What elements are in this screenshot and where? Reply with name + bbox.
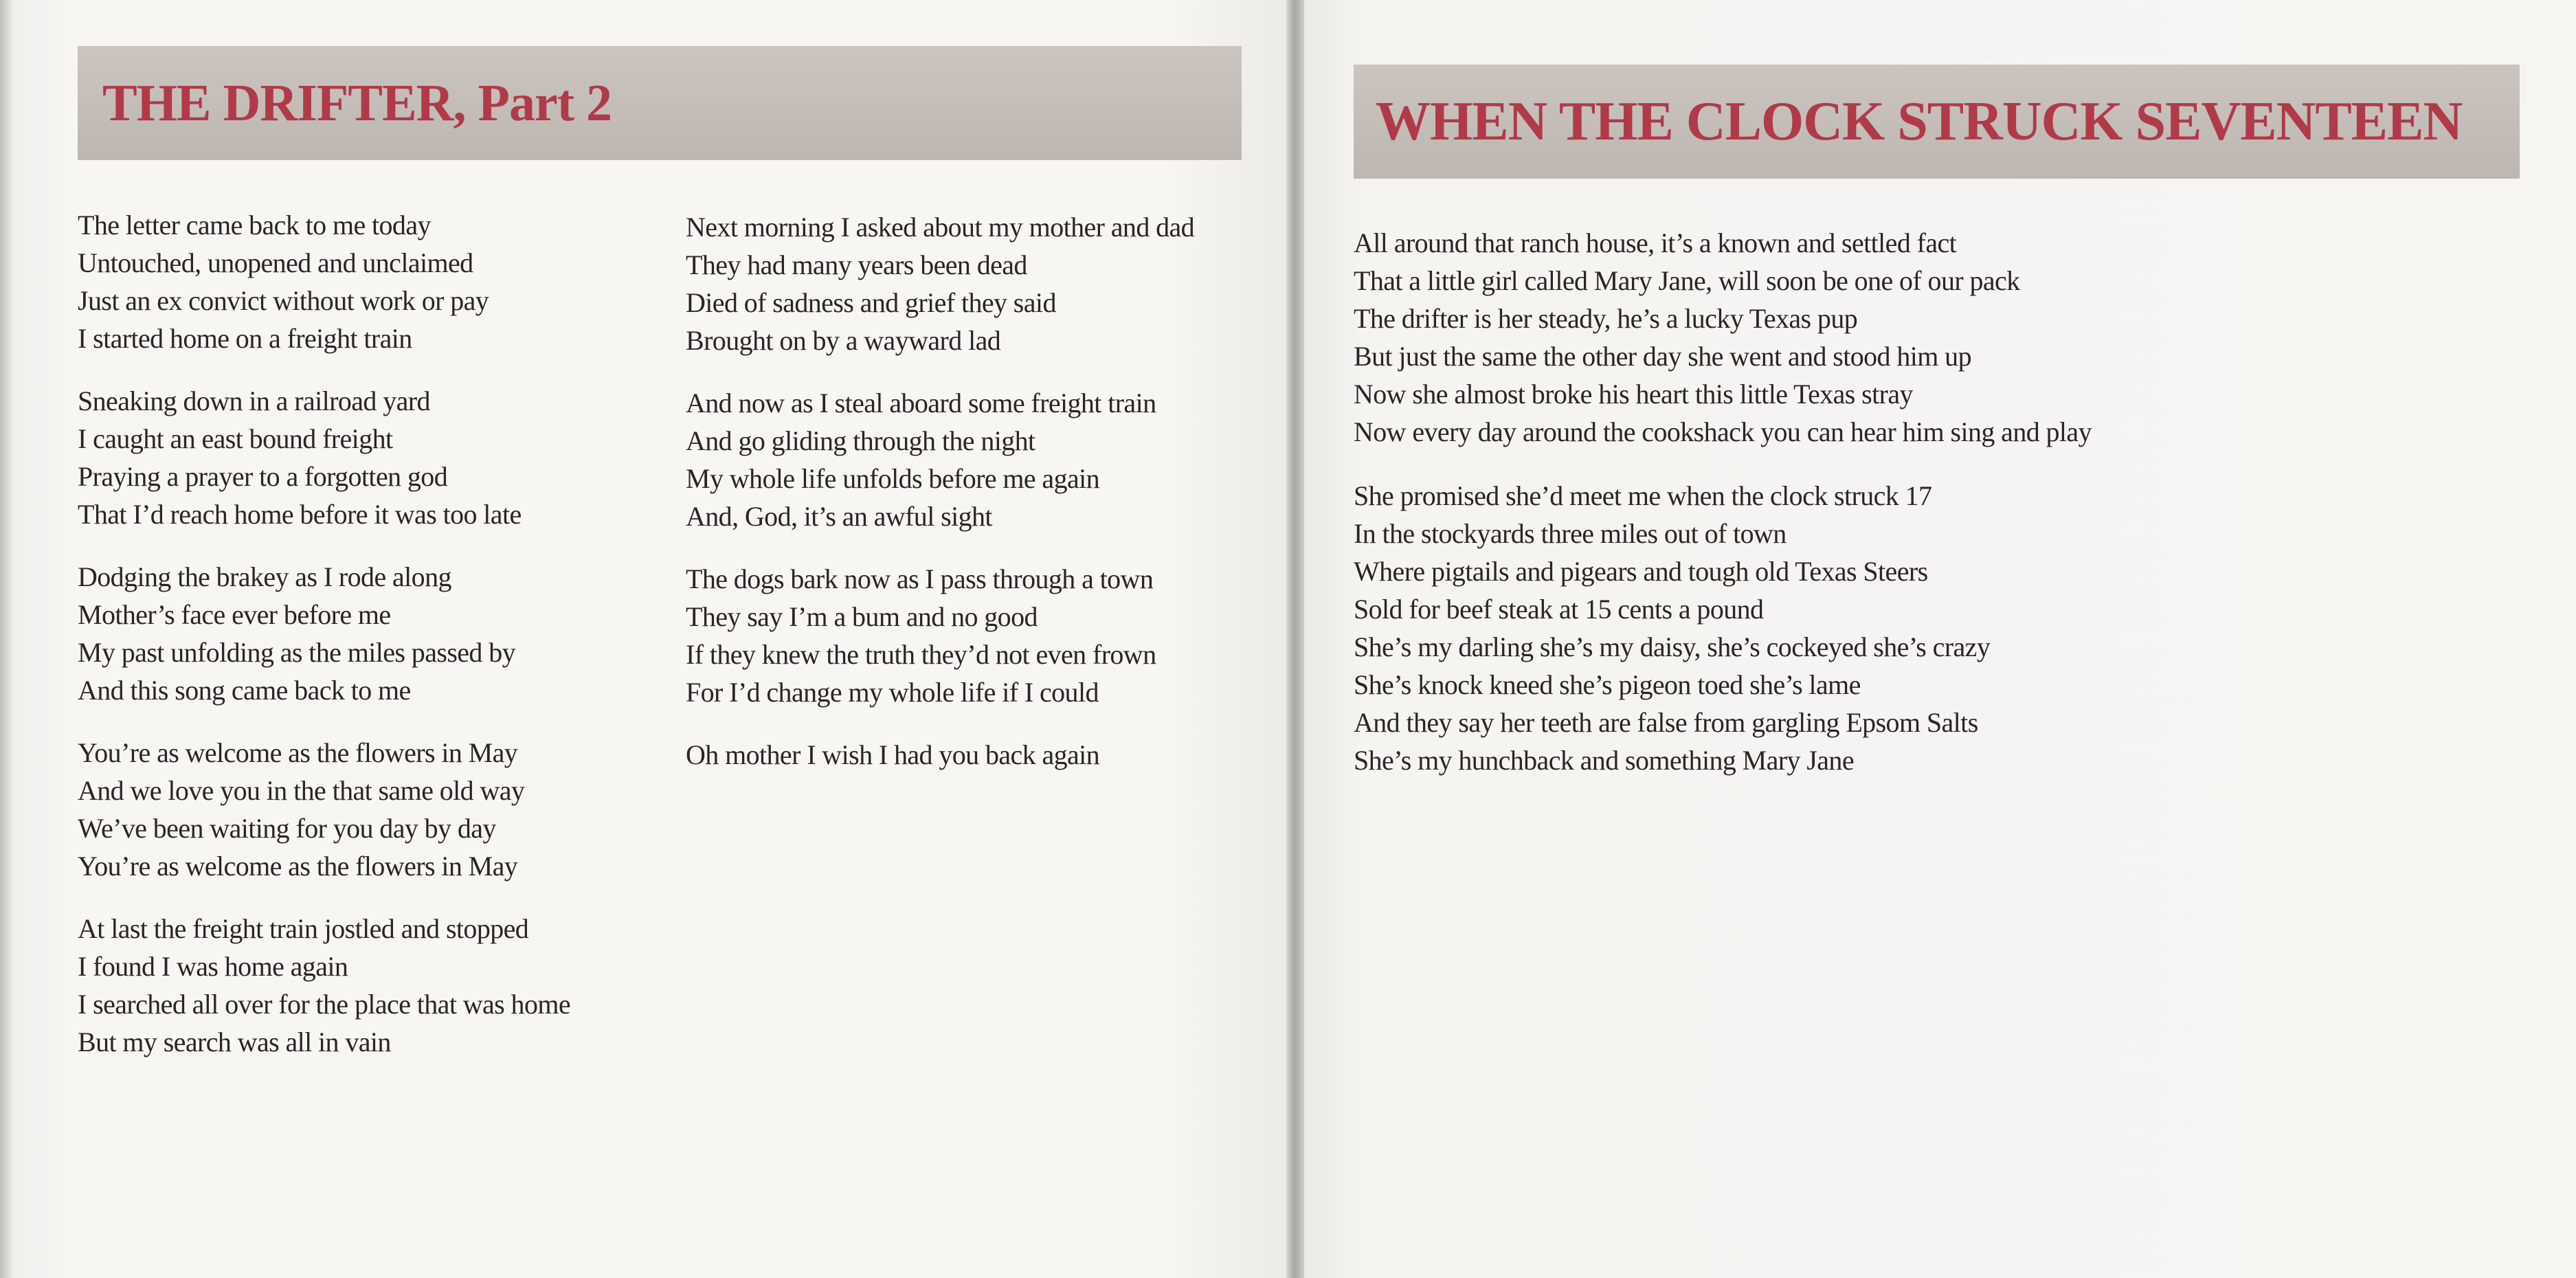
lyric-line: My past unfolding as the miles passed by [78,637,516,668]
lyric-line: And we love you in the that same old way [78,775,525,806]
lyric-line: And now as I steal aboard some freight train [686,388,1156,418]
stanza [78,558,669,709]
book-edge [0,0,12,1278]
lyric-line: And this song came back to me [78,675,411,706]
lyric-line: You’re as welcome as the flowers in May [78,851,518,882]
song-title-drifter: THE DRIFTER, Part 2 [78,46,1242,160]
lyric-line: In the stockyards three miles out of town [1354,518,1787,549]
lyric-line: Brought on by a wayward lad [686,325,1001,356]
lyric-line: Died of sadness and grief they said [686,287,1056,318]
stanza [1354,477,2316,779]
lyric-line: That I’d reach home before it was too late [78,499,522,530]
lyric-line: Untouched, unopened and unclaimed [78,247,473,278]
lyric-line: The dogs bark now as I pass through a town [686,563,1154,594]
lyrics-column-right [1354,224,2316,805]
lyric-line: Dodging the brakey as I rode along [78,561,451,592]
lyric-line: The letter came back to me today [78,210,431,240]
lyric-line: And, God, it’s an awful sight [686,501,992,532]
lyric-line: And go gliding through the night [686,425,1035,456]
lyric-line: At last the freight train jostled and stopped [78,913,529,944]
lyric-line: Oh mother I wish I had you back again [686,739,1100,770]
lyric-line: Where pigtails and pigears and tough old Texas Steers [1354,556,1928,587]
lyric-line: That a little girl called Mary Jane, will soon be one of our pack [1354,265,2020,296]
lyric-line: The drifter is her steady, he’s a lucky Texas pup [1354,303,1858,334]
lyric-line: She’s my hunchback and something Mary Jane [1354,745,1854,776]
lyric-line: I started home on a freight train [78,323,412,354]
lyric-line: Now every day around the cookshack you can hear him sing and play [1354,416,2092,447]
lyric-line: I caught an east bound freight [78,423,393,454]
lyric-line: We’ve been waiting for you day by day [78,813,496,844]
lyric-line: Mother’s face ever before me [78,599,391,630]
stanza [686,736,1277,774]
lyric-line: Praying a prayer to a forgotten god [78,461,448,492]
lyric-line: Next morning I asked about my mother and dad [686,212,1195,243]
lyric-line: She’s knock kneed she’s pigeon toed she’s lame [1354,669,1861,700]
stanza [78,910,669,1061]
lyric-line: They say I’m a bum and no good [686,601,1038,632]
lyric-line: They had many years been dead [686,249,1027,280]
stanza [686,384,1277,535]
lyric-line: I searched all over for the place that was home [78,989,571,1020]
lyric-line: Sold for beef steak at 15 cents a pound [1354,594,1764,625]
stanza [1354,224,2316,451]
stanza [78,206,669,357]
lyric-line: She promised she’d meet me when the clock struck 17 [1354,480,1932,511]
lyric-line: She’s my darling she’s my daisy, she’s cockeyed she’s crazy [1354,631,1991,662]
lyrics-column-left-1 [78,206,669,1086]
lyrics-column-left-2 [686,208,1277,798]
lyric-line: You’re as welcome as the flowers in May [78,737,518,768]
lyric-line: But my search was all in vain [78,1027,391,1057]
book-gutter [1286,0,1304,1278]
lyric-line: And they say her teeth are false from gargling Epsom Salts [1354,707,1978,738]
song-title-clock: WHEN THE CLOCK STRUCK SEVENTEEN [1354,65,2520,179]
lyric-line: Just an ex convict without work or pay [78,285,489,316]
lyric-line: For I’d change my whole life if I could [686,677,1099,708]
lyric-line: Sneaking down in a railroad yard [78,385,430,416]
lyric-line: If they knew the truth they’d not even frown [686,639,1156,670]
stanza [686,560,1277,711]
stanza [78,382,669,533]
lyric-line: But just the same the other day she went and stood him up [1354,341,1971,372]
stanza [78,734,669,885]
lyric-line: Now she almost broke his heart this little Texas stray [1354,379,1913,410]
lyric-line: My whole life unfolds before me again [686,463,1100,494]
lyric-line: All around that ranch house, it’s a known and settled fact [1354,227,1957,258]
stanza [686,208,1277,359]
lyric-line: I found I was home again [78,951,348,982]
